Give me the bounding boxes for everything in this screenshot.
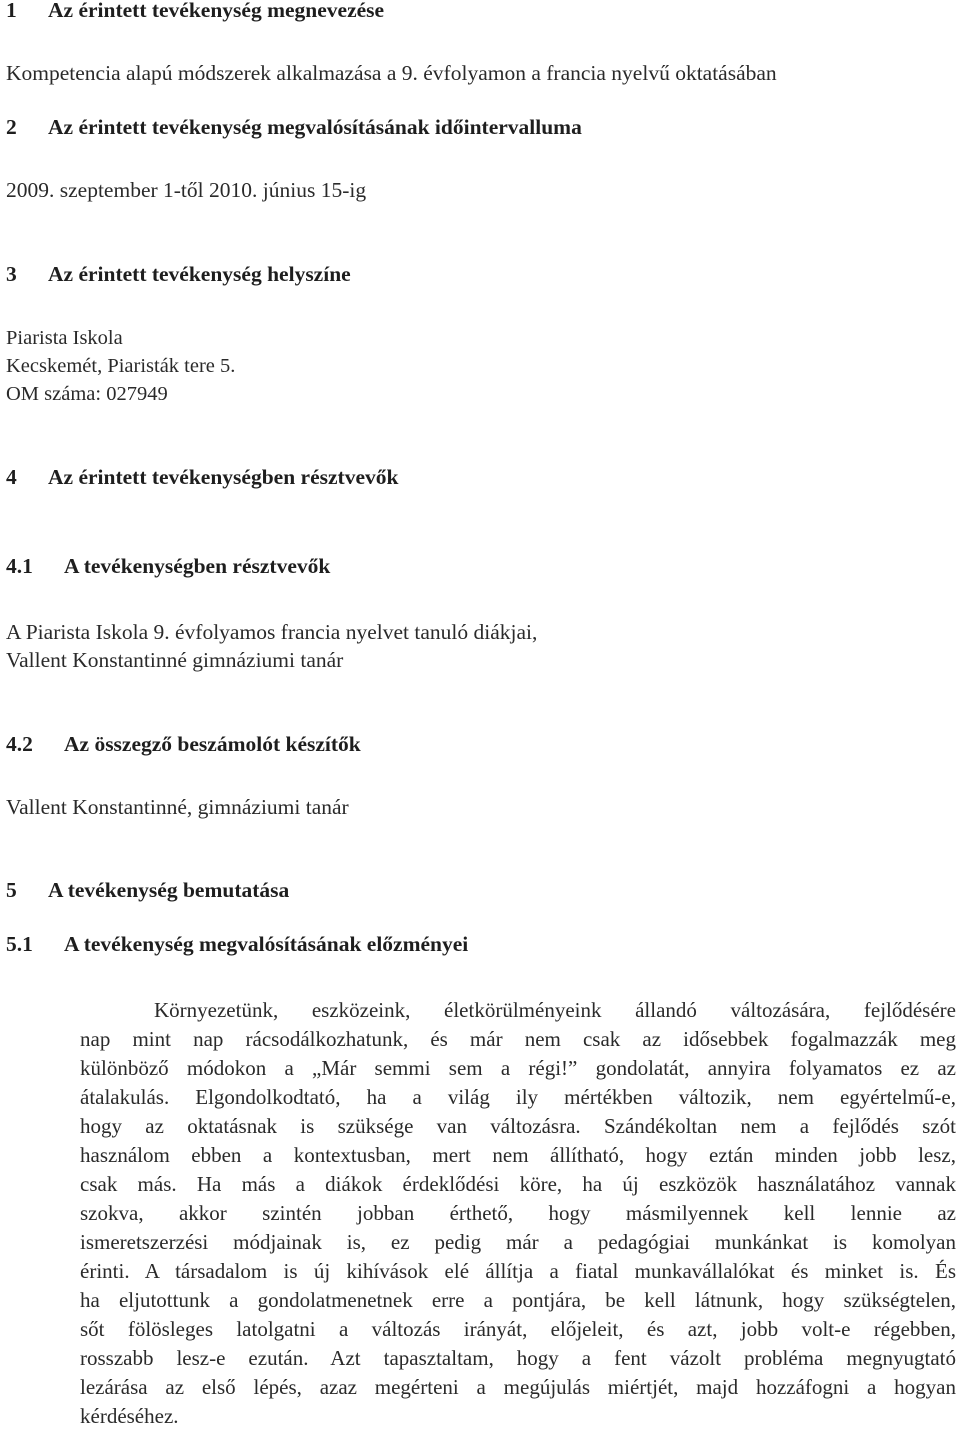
section-heading-2 [6,115,582,140]
paragraph-line: csak más. Ha más a diákok érdeklődési köre, ha új eszközök használatához vannak [80,1172,956,1196]
section-heading-5 [6,878,289,903]
section-number: 3 [6,262,17,286]
paragraph-line: átalakulás. Elgondolkodtató, ha a világ ily mértékben változik, nem egyértelmű-e, [80,1085,956,1109]
paragraph-line: sőt fölösleges latolgatni a változás irányát, előjeleit, és azt, jobb volt-e régebben, [80,1317,956,1341]
paragraph-line: használom ebben a kontextusban, mert nem állítható, hogy eztán minden jobb lesz, [80,1143,956,1167]
section-number: 5.1 [6,932,33,956]
paragraph-line: rosszabb lesz-e ezután. Azt tapasztaltam, hogy a fent vázolt probléma megnyugtató [80,1346,956,1370]
section-title: Az érintett tevékenység megvalósításának időintervalluma [48,115,582,139]
section-number: 2 [6,115,17,139]
section-heading-3 [6,262,351,287]
paragraph-line: ismeretszerzési módjainak is, ez pedig már a pedagógiai munkánkat is komolyan [80,1230,956,1254]
section-number: 4.2 [6,732,33,756]
participants-line: A Piarista Iskola 9. évfolyamos francia nyelvet tanuló diákjai, [6,620,538,644]
body-paragraph [80,996,956,1431]
section-title: Az összegző beszámolót készítők [64,732,361,756]
paragraph-line: lezárása az első lépés, azaz megérteni a megújulás miértjét, majd hozzáfogni a hogyan [80,1375,956,1399]
section-heading-4-2 [6,732,361,757]
report-authors-text: Vallent Konstantinné, gimnáziumi tanár [6,795,349,819]
paragraph-line: kérdéséhez. [80,1404,179,1428]
section-number: 1 [6,0,17,22]
section-number: 4 [6,465,17,489]
section-heading-4-1 [6,554,330,579]
section-title: Az érintett tevékenység megnevezése [48,0,385,22]
section-heading-4 [6,465,398,490]
location-block [6,324,235,408]
paragraph-line: érinti. A társadalom is új kihívások elé állítja a fiatal munkavállalókat és minket is. És [80,1259,956,1283]
time-interval-text: 2009. szeptember 1-től 2010. június 15-ig [6,178,367,202]
participants-block [6,618,537,674]
section-title: Az érintett tevékenység helyszíne [48,262,351,286]
paragraph-line: nap mint nap rácsodálkozhatunk, és már nem csak az idősebbek fogalmazzák meg [80,1027,956,1051]
section-heading-5-1 [6,932,468,957]
paragraph-line: hogy az oktatásnak is szüksége van változásra. Szándékoltan nem a fejlődés szót [80,1114,956,1138]
paragraph-line: különböző módokon a „Már semmi sem a régi!” gondolatát, annyira folyamatos ez az [80,1056,956,1080]
paragraph-line: Környezetünk, eszközeink, életkörülményeink állandó változására, fejlődésére [154,998,956,1022]
paragraph-line: ha eljutottunk a gondolatmenetnek erre a pontjára, be kell látnunk, hogy szükségtelen, [80,1288,956,1312]
section-number: 4.1 [6,554,33,578]
location-line: Kecskemét, Piaristák tere 5. [6,355,236,377]
location-line: OM száma: 027949 [6,383,168,405]
participants-line: Vallent Konstantinné gimnáziumi tanár [6,648,344,672]
section-title: Az érintett tevékenységben résztvevők [48,465,399,489]
section-title: A tevékenység megvalósításának előzményei [64,932,469,956]
section-title: A tevékenységben résztvevők [64,554,331,578]
section-title: A tevékenység bemutatása [48,878,290,902]
location-line: Piarista Iskola [6,327,123,349]
section-number: 5 [6,878,17,902]
activity-name-text: Kompetencia alapú módszerek alkalmazása a 9. évfolyamon a francia nyelvű oktatásában [6,61,777,85]
section-heading-1 [6,0,384,23]
paragraph-line: szokva, akkor szintén jobban érthető, hogy másmilyennek kell lennie az [80,1201,956,1225]
